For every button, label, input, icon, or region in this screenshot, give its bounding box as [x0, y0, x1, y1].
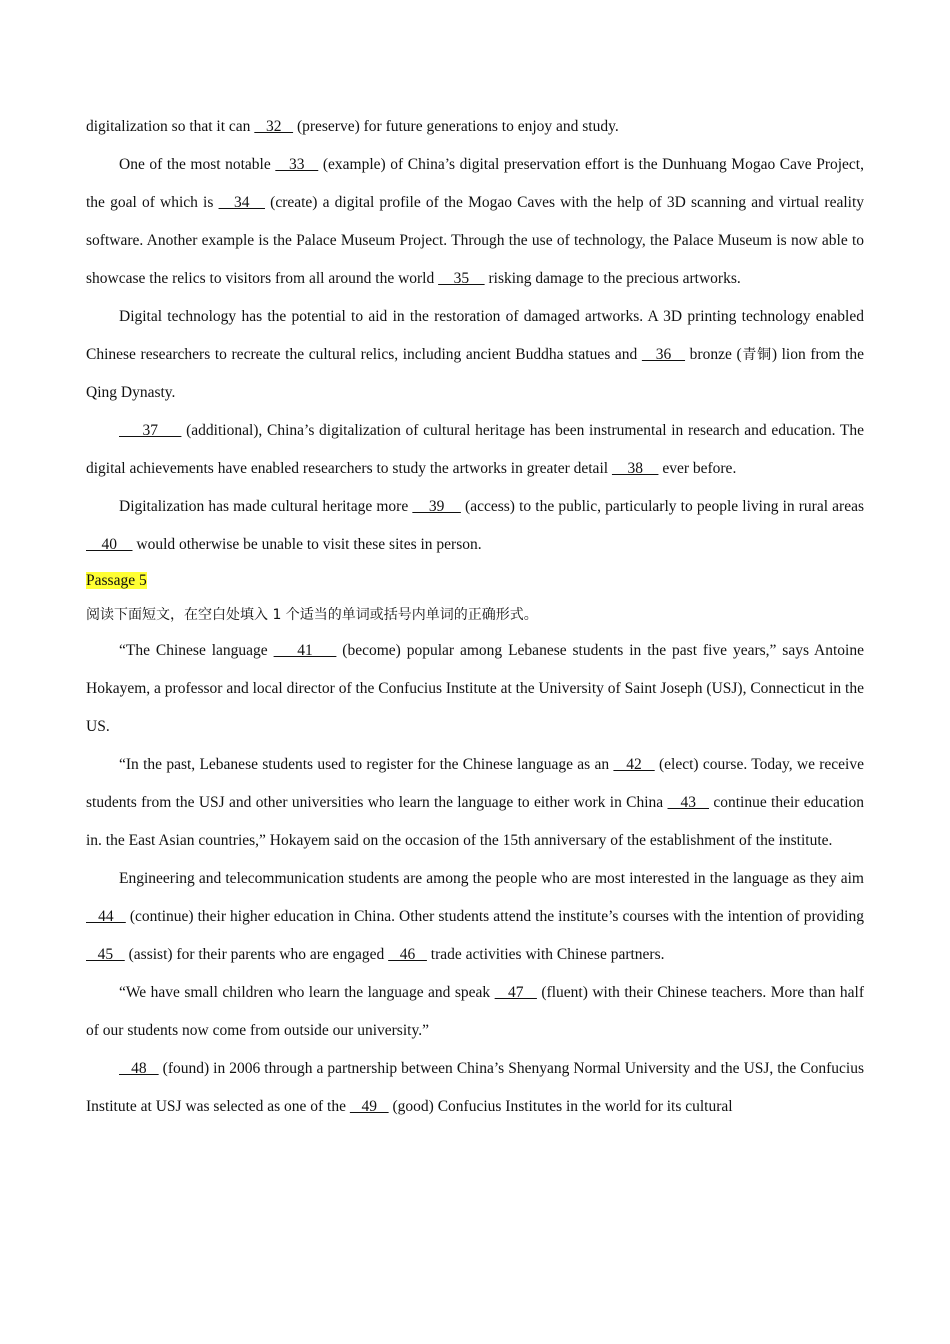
paragraph-p11	[86, 974, 864, 1050]
paragraph-p6	[86, 564, 864, 598]
paragraph-p4	[86, 412, 864, 488]
answer-blank: 34	[218, 194, 265, 211]
passage-heading: Passage 5	[86, 572, 147, 589]
answer-blank: 49	[349, 1098, 389, 1115]
answer-blank: 32	[254, 118, 294, 135]
text-run: (assist) for their parents who are engaged	[124, 946, 389, 963]
text-run: Digital technology has the potential to aid in the restoration of damaged artworks. A 3D printing technology enabled Chinese researchers to recreate the cultural relics, including ancient Buddha statues and	[86, 308, 864, 363]
paragraph-p1	[86, 108, 864, 146]
text-run: (additional), China’s digitalization of cultural heritage has been instrumental in research and education. The digital achievements have enabled researchers to study the artworks in greater detail	[86, 422, 865, 477]
text-run: “We have small children who learn the language and speak	[119, 984, 495, 1001]
answer-blank: 36	[641, 346, 686, 363]
text-run: (example) of China’s digital preservation effort is the Dunhuang Mogao Cave Project, the goal of which is	[86, 156, 864, 211]
paragraph-p2	[86, 146, 864, 298]
text-run: (preserve) for future generations to enjoy and study.	[293, 118, 619, 135]
paragraph-p5	[86, 488, 864, 564]
answer-blank: 39	[412, 498, 461, 515]
document-page	[86, 108, 864, 1126]
paragraph-p9	[86, 746, 864, 860]
answer-blank: 42	[613, 756, 655, 773]
answer-blank: 43	[667, 794, 709, 811]
text-run: Engineering and telecommunication students are among the people who are most interested in the language as they aim	[119, 870, 864, 887]
answer-blank: 35	[438, 270, 485, 287]
paragraph-p8	[86, 632, 864, 746]
answer-blank: 38	[611, 460, 659, 477]
text-run: One of the most notable	[119, 156, 276, 173]
answer-blank: 33	[275, 156, 319, 173]
chinese-text: 青铜	[741, 347, 772, 363]
text-run: bronze (	[685, 346, 742, 363]
paragraph-p12	[86, 1050, 864, 1126]
text-run: trade activities with Chinese partners.	[426, 946, 665, 963]
answer-blank: 41	[273, 642, 337, 659]
paragraph-p10	[86, 860, 864, 974]
text-run: “In the past, Lebanese students used to register for the Chinese language as an	[119, 756, 614, 773]
text-run: digitalization so that it can	[86, 118, 255, 135]
text-run: (continue) their higher education in China. Other students attend the institute’s courses with the intention of providing	[125, 908, 864, 925]
text-run: (access) to the public, particularly to people living in rural areas	[460, 498, 864, 515]
text-run: (become) popular among Lebanese students in the past five years,” says Antoine Hokayem, a professor and local director of the Confucius Institute at the University of Saint Joseph (USJ), Connecticut in the US.	[86, 642, 864, 735]
answer-blank: 44	[86, 908, 126, 925]
text-run: Digitalization has made cultural heritage more	[119, 498, 413, 515]
text-run: (good) Confucius Institutes in the world for its cultural	[388, 1098, 733, 1115]
text-run: (elect) course. Today, we receive students from the USJ and other universities who learn the language to either work in China	[86, 756, 864, 811]
paragraph-p3	[86, 298, 864, 412]
answer-blank: 48	[119, 1060, 159, 1077]
text-run: “The Chinese language	[119, 642, 274, 659]
text-run: (fluent) with their Chinese teachers. More than half of our students now come from outside our university.”	[86, 984, 865, 1039]
answer-blank: 45	[86, 946, 125, 963]
chinese-text: 阅读下面短文，在空白处填入 1 个适当的单词或括号内单词的正确形式。	[86, 607, 538, 623]
answer-blank: 46	[388, 946, 427, 963]
text-run: ) lion from the Qing Dynasty.	[86, 346, 865, 401]
paragraph-p7	[86, 598, 864, 632]
text-run: would otherwise be unable to visit these sites in person.	[132, 536, 482, 553]
answer-blank: 40	[86, 536, 133, 553]
text-run: (create) a digital profile of the Mogao Caves with the help of 3D scanning and virtual reality software. Another example is the Palace Museum Project. Through the use of technology, the Palace Museum is now able to showcase the relics to visitors from all around the world	[86, 194, 864, 287]
text-run: continue their education in. the East Asian countries,” Hokayem said on the occasion of the 15th anniversary of the establishment of the institute.	[86, 794, 865, 849]
text-run: (found) in 2006 through a partnership between China’s Shenyang Normal University and the USJ, the Confucius Institute at USJ was selected as one of the	[86, 1060, 864, 1115]
text-run: risking damage to the precious artworks.	[484, 270, 741, 287]
answer-blank: 37	[119, 422, 182, 439]
text-run: ever before.	[658, 460, 737, 477]
answer-blank: 47	[494, 984, 537, 1001]
